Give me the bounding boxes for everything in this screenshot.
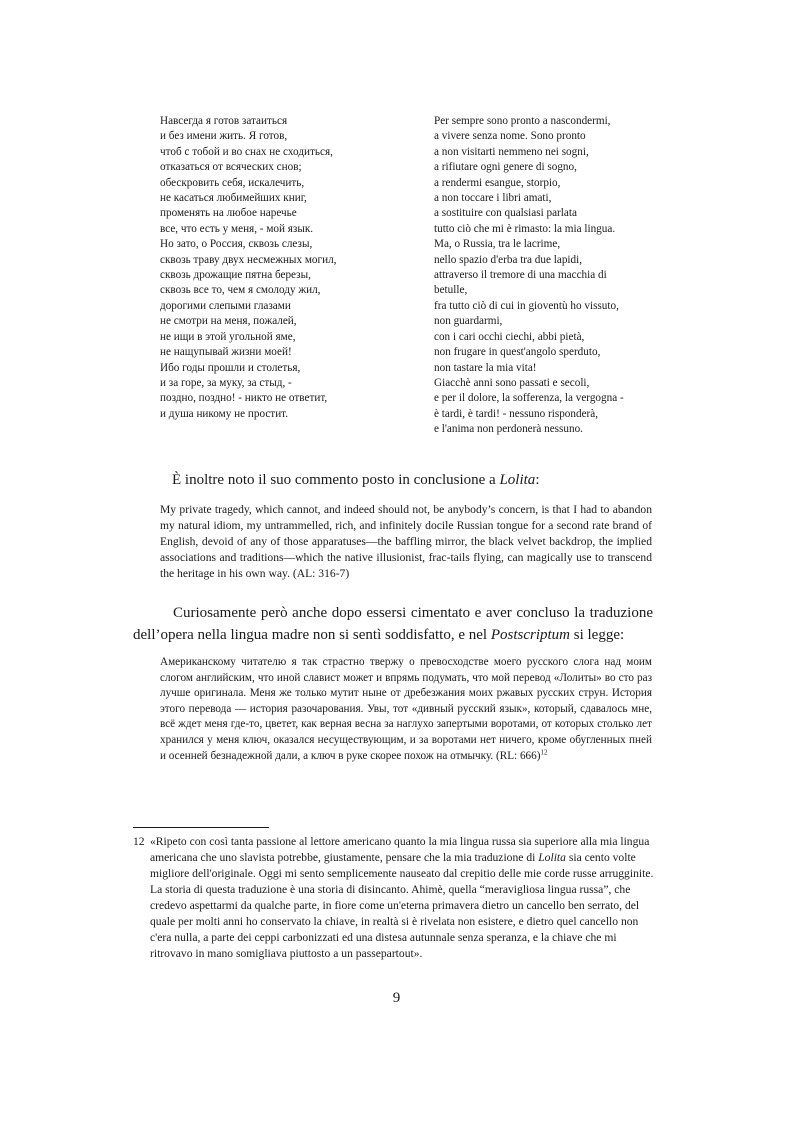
poem-russian-line: Но зато, о Россия, сквозь слезы, — [160, 238, 313, 251]
intro-text: È inoltre noto il suo commento posto in conclusione a — [172, 472, 500, 488]
poem-russian-line: и за горе, за муку, за стыд, - — [160, 376, 292, 389]
poem-italian-translation — [434, 114, 624, 438]
poem-italian-line: betulle, — [434, 284, 468, 297]
footnote — [133, 834, 655, 962]
poem-italian-line: Per sempre sono pronto a nascondermi, — [434, 115, 611, 127]
poem-italian-line: e per il dolore, la sofferenza, la vergogna - — [434, 392, 624, 405]
footnote-title: Lolita — [538, 851, 566, 864]
poem-italian-line: a non visitarti nemmeno nei sogni, — [434, 145, 589, 158]
poem-italian-line: è tardi, è tardi! - nessuno risponderà, — [434, 407, 599, 420]
poem-russian-line: чтоб с тобой и во снах не сходиться, — [160, 145, 333, 158]
poem-russian-line: поздно, поздно! - никто не ответит, — [160, 392, 328, 405]
poem-russian-line: сквозь дрожащие пятна березы, — [160, 269, 311, 282]
poem-russian-line: не нащупывай жизни моей! — [160, 346, 292, 359]
poem-italian-line: tutto ciò che mi è rimasto: la mia lingua. — [434, 222, 616, 235]
poem-russian-line: и без имени жить. Я готов, — [160, 130, 288, 143]
body-paragraph-title: Postscriptum — [490, 627, 570, 643]
poem-italian-line: a rendermi esangue, storpio, — [434, 176, 561, 189]
poem-russian-line: обескровить себя, искалечить, — [160, 176, 305, 189]
body-paragraph — [133, 602, 653, 646]
body-paragraph-end: si legge: — [570, 627, 625, 643]
poem-russian-line: и душа никому не простит. — [160, 407, 289, 420]
intro-title: Lolita — [499, 472, 536, 488]
poem-italian-line: con i cari occhi ciechi, abbi pietà, — [434, 330, 585, 343]
footnote-text-2: sia cento volte migliore dell'originale. Oggi mi sento semplicemente nauseato dal crepitio delle mie corde russe arrugginite. La storia di questa traduzione è una storia di disincanto. Ahimè, quella “meravigliosa lingua russa”, che credevo aspettarmi da qualche parte, in fiore come un'eterna primavera dietro un cancello ben serrato, del quale per molti anni ho conservato la chiave, in realtà si è rivelata non esistere, e dietro quel cancello non c'era nulla, a parte dei ceppi carbonizzati ed una distesa autunnale senza speranza, e la chiave che mi ritrovavo in mano somigliava piuttosto a un passepartout». — [150, 851, 654, 960]
poem-russian-line: променять на любое наречье — [160, 207, 297, 220]
poem-russian-line: сквозь траву двух несмежных могил, — [160, 253, 337, 266]
intro-end: : — [535, 472, 540, 488]
poem-italian-line: a non toccare i libri amati, — [434, 192, 552, 205]
block-quote-english: My private tragedy, which cannot, and indeed should not, be anybody’s concern, is that I had to abandon my natural idiom, my untrammelled, rich, and infinitely docile Russian tongue for a second rate brand of English, devoid of any of those apparatuses—the baffling mirror, the black velvet backdrop, the implied associations and traditions—which the native illusionist, frac-tails flying, can magically use to transcend the heritage in his own way. (AL: 316-7) — [160, 503, 652, 580]
footnote-text-1: «Ripeto con così tanta passione al lettore americano quanto la mia lingua russa sia superiore alla mia lingua americana che uno slavista potrebbe, giustamente, pensare che la mia traduzione di — [150, 835, 650, 864]
poem-italian-line: a rifiutare ogni genere di sogno, — [434, 161, 577, 174]
poem-russian-line: отказаться от всяческих снов; — [160, 161, 302, 174]
poem-russian-line: Навсегда я готов затаиться — [160, 115, 288, 127]
poem-russian-line: не касаться любимейших книг, — [160, 192, 307, 205]
poem-russian-line: все, что есть у меня, - мой язык. — [160, 222, 314, 235]
block-quote-russian — [160, 655, 652, 764]
poem-italian-line: e l'anima non perdonerà nessuno. — [434, 423, 583, 436]
footnote-reference[interactable]: 12 — [540, 747, 548, 756]
body-paragraph-line-1: Curiosamente però anche dopo essersi cimentato e aver concluso la traduzione — [173, 605, 653, 621]
poem-russian-line: дорогими слепыми глазами — [160, 299, 291, 312]
body-paragraph-line-2: dell’opera nella lingua madre non si sentì soddisfatto, e nel — [133, 627, 491, 643]
poem-italian-line: attraverso il tremore di una macchia di — [434, 269, 607, 282]
poem-italian-line: non frugare in quest'angolo sperduto, — [434, 346, 601, 359]
poem-russian-line: сквозь все то, чем я смолоду жил, — [160, 284, 321, 297]
poem-russian — [160, 114, 336, 422]
footnote-body — [150, 834, 655, 962]
poem-italian-line: non guardarmi, — [434, 315, 503, 328]
block-quote-russian-text: Американскому читателю я так страстно твержу о превосходстве моего русского слога над моим слогом английским, что иной славист может и впрямь подумать, что мой перевод «Лолиты» во сто раз лучше оригинала. Меня же только мутит ныне от дребезжания моих ржавых русских струн. История этого перевода — история разочарования. Увы, тот «дивный русский язык», который, сдавалось мне, всё ждет меня где-то, цветет, как верная весна за наглухо запертыми воротами, от которых столько лет хранился у меня ключ, оказался несуществующим, и за воротами нет ничего, кроме обугленных пней и осенней безнадежной дали, а ключ в руке скорее похож на отмычку. (RL: 666) — [160, 656, 652, 762]
footnote-separator — [133, 827, 269, 828]
poem-italian-line: a sostituire con qualsiasi parlata — [434, 207, 577, 220]
intro-paragraph — [172, 470, 712, 490]
poem-italian-line: a vivere senza nome. Sono pronto — [434, 130, 586, 143]
poem-italian-line: nello spazio d'erba tra due lapidi, — [434, 253, 583, 266]
page-number: 9 — [392, 990, 401, 1006]
poem-italian-line: Ma, o Russia, tra le lacrime, — [434, 238, 561, 251]
poem-russian-line: не смотри на меня, пожалей, — [160, 315, 297, 328]
poem-italian-line: fra tutto ciò di cui in gioventù ho vissuto, — [434, 299, 619, 312]
poem-italian-line: non tastare la mia vita! — [434, 361, 537, 374]
poem-russian-line: Ибо годы прошли и столетья, — [160, 361, 301, 374]
footnote-number: 12 — [133, 835, 145, 848]
poem-russian-line: не ищи в этой угольной яме, — [160, 330, 296, 343]
poem-italian-line: Giacchè anni sono passati e secoli, — [434, 376, 590, 389]
